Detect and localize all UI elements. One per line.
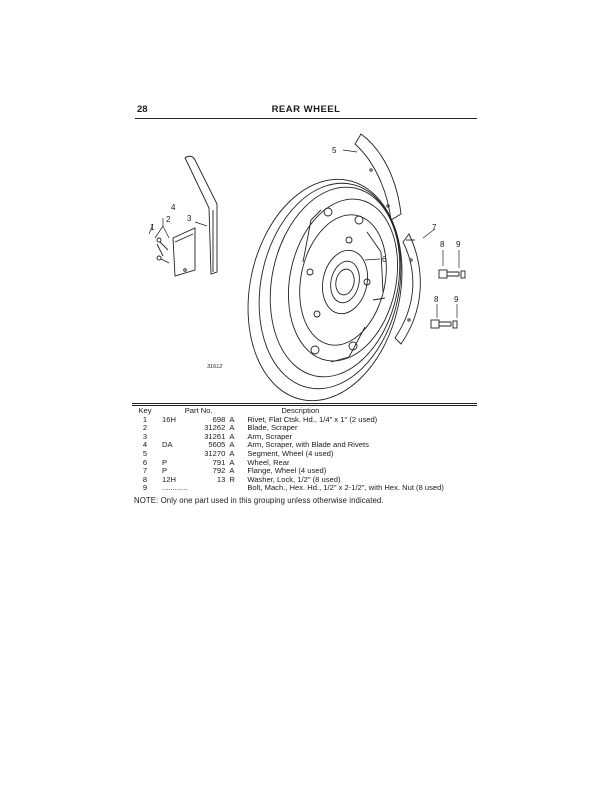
row-part-suffix: A (229, 414, 235, 424)
row-part-number: 31261 (204, 431, 226, 441)
section-title: REAR WHEEL (271, 104, 341, 115)
callout-8: 8 (440, 240, 445, 249)
rivets (157, 238, 169, 263)
row-part-number: 31270 (204, 448, 226, 458)
wheel-segment (355, 134, 401, 220)
exploded-parts-diagram (135, 122, 477, 402)
row-part-prefix: ............ (162, 483, 188, 493)
callout-8-lower: 8 (434, 295, 439, 304)
row-part-suffix (229, 484, 241, 493)
figure-number: 31612 (207, 364, 223, 370)
table-row (134, 484, 479, 493)
row-description: Arm, Scraper (247, 431, 293, 441)
row-part-number: 791 (212, 457, 226, 467)
page-number: 28 (137, 104, 148, 115)
row-key: 4 (142, 440, 148, 450)
row-part-number (187, 484, 229, 493)
row-part-prefix (156, 450, 187, 459)
row-key: 9 (142, 483, 148, 493)
row-part-number: 13 (216, 474, 226, 484)
row-key: 6 (142, 457, 148, 467)
note-label: NOTE: (134, 496, 159, 505)
callout-1: 1 (150, 223, 155, 232)
row-part-suffix: A (229, 440, 235, 450)
table-row (134, 450, 479, 459)
row-part-suffix: A (229, 431, 235, 441)
bolt-set-upper (439, 270, 465, 278)
page-header (135, 104, 477, 119)
row-key: 5 (142, 448, 148, 458)
callout-4: 4 (171, 203, 176, 212)
row-part-prefix: DA (162, 440, 173, 450)
row-part-suffix: A (229, 448, 235, 458)
table-row (134, 416, 479, 425)
callout-5: 5 (332, 146, 337, 155)
table-row (134, 424, 479, 433)
part-no-column-header: Part No. (184, 406, 213, 415)
callout-7: 7 (432, 223, 437, 232)
description-column-header: Description (281, 406, 320, 415)
row-description: Arm, Scraper, with Blade and Rivets (247, 440, 369, 450)
row-part-number: 792 (212, 466, 226, 476)
bolt-set-lower (431, 320, 457, 328)
row-description: Washer, Lock, 1/2" (8 used) (247, 474, 341, 484)
note (134, 496, 479, 505)
row-description: Wheel, Rear (247, 457, 290, 467)
row-description: Rivet, Flat Ctsk. Hd., 1/4" x 1" (2 used) (247, 414, 378, 424)
row-part-number: 31262 (204, 423, 226, 433)
row-part-number: 5605 (208, 440, 226, 450)
row-part-prefix (156, 424, 187, 433)
row-key: 8 (142, 474, 148, 484)
note-text: Only one part used in this grouping unless otherwise indicated. (160, 496, 384, 505)
callout-9: 9 (456, 240, 461, 249)
scraper-blade (173, 228, 195, 276)
row-part-prefix: 16H (162, 414, 176, 424)
row-part-suffix: R (229, 474, 235, 484)
row-key: 3 (142, 431, 148, 441)
row-part-prefix: P (162, 457, 168, 467)
callout-3: 3 (187, 214, 192, 223)
callout-2: 2 (166, 215, 171, 224)
callout-9-lower: 9 (454, 295, 459, 304)
rear-wheel (228, 165, 421, 402)
row-key: 7 (142, 466, 148, 476)
row-part-suffix: A (229, 466, 235, 476)
row-description: Segment, Wheel (4 used) (247, 448, 334, 458)
row-part-prefix: P (162, 466, 168, 476)
callout-6: 6 (382, 255, 387, 264)
parts-list-table (134, 407, 479, 493)
row-description: Flange, Wheel (4 used) (247, 466, 327, 476)
key-column-header: Key (138, 406, 152, 415)
row-description: Blade, Scraper (247, 423, 298, 433)
row-part-prefix: 12H (162, 474, 176, 484)
row-key: 1 (142, 414, 148, 424)
row-part-number: 698 (212, 414, 226, 424)
row-part-suffix: A (229, 457, 235, 467)
row-description: Bolt, Mach., Hex. Hd., 1/2" x 2-1/2", with Hex. Nut (8 used) (247, 483, 444, 493)
row-key: 2 (142, 423, 148, 433)
row-part-suffix: A (229, 423, 235, 433)
